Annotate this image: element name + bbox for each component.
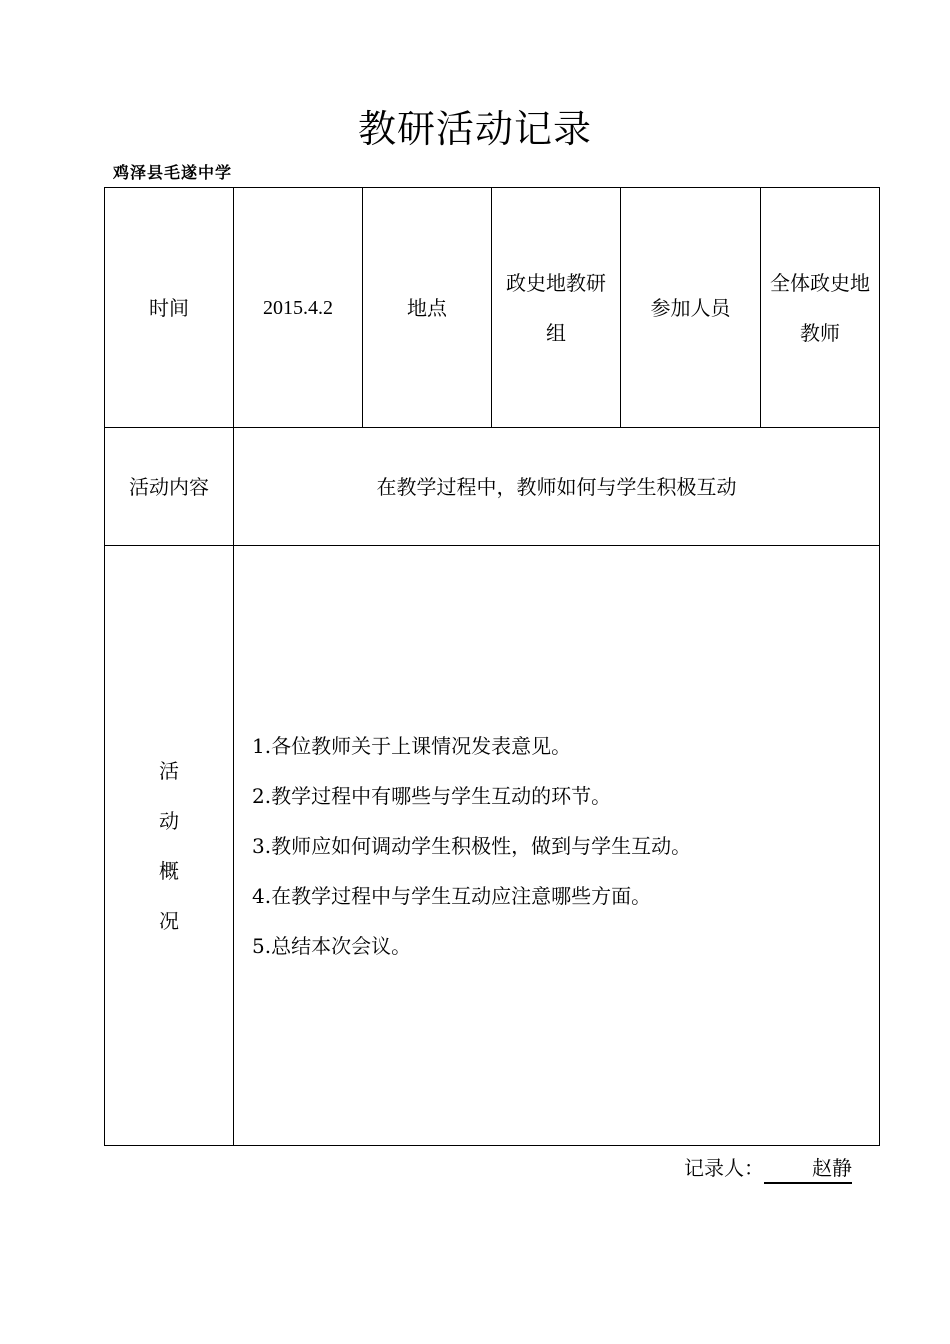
content-label: 活动内容 xyxy=(105,428,234,546)
recorder-label: 记录人： xyxy=(684,1156,764,1180)
participants-label: 参加人员 xyxy=(621,188,761,428)
summary-item: 1.各位教师关于上课情况发表意见。 xyxy=(252,733,572,758)
time-value: 2015.4.2 xyxy=(234,188,363,428)
summary-item: 3.教师应如何调动学生积极性，做到与学生互动。 xyxy=(252,833,692,858)
place-value-text: 政史地教研组 xyxy=(506,270,606,345)
summary-list xyxy=(252,721,879,971)
summary-item: 4.在教学过程中与学生互动应注意哪些方面。 xyxy=(252,883,652,908)
recorder-name: 赵静 xyxy=(764,1154,852,1184)
summary-label: 活动概况 xyxy=(159,758,179,933)
participants-value-text: 全体政史地教师 xyxy=(770,270,870,345)
summary-body xyxy=(234,546,880,1146)
school-name: 鸡泽县毛遂中学 xyxy=(113,163,233,182)
summary-row xyxy=(105,546,880,1146)
summary-item: 2.教学过程中有哪些与学生互动的环节。 xyxy=(252,783,612,808)
participants-value xyxy=(761,188,880,428)
document-title: 教研活动记录 xyxy=(357,107,592,151)
content-value: 在教学过程中，教师如何与学生积极互动 xyxy=(234,428,880,546)
record-table xyxy=(104,187,880,1146)
place-label: 地点 xyxy=(363,188,492,428)
time-label: 时间 xyxy=(105,188,234,428)
place-value xyxy=(492,188,621,428)
topic-row xyxy=(105,428,880,546)
summary-label-cell xyxy=(105,546,234,1146)
summary-item: 5.总结本次会议。 xyxy=(252,933,412,958)
recorder-line xyxy=(684,1153,852,1184)
info-row xyxy=(105,188,880,428)
